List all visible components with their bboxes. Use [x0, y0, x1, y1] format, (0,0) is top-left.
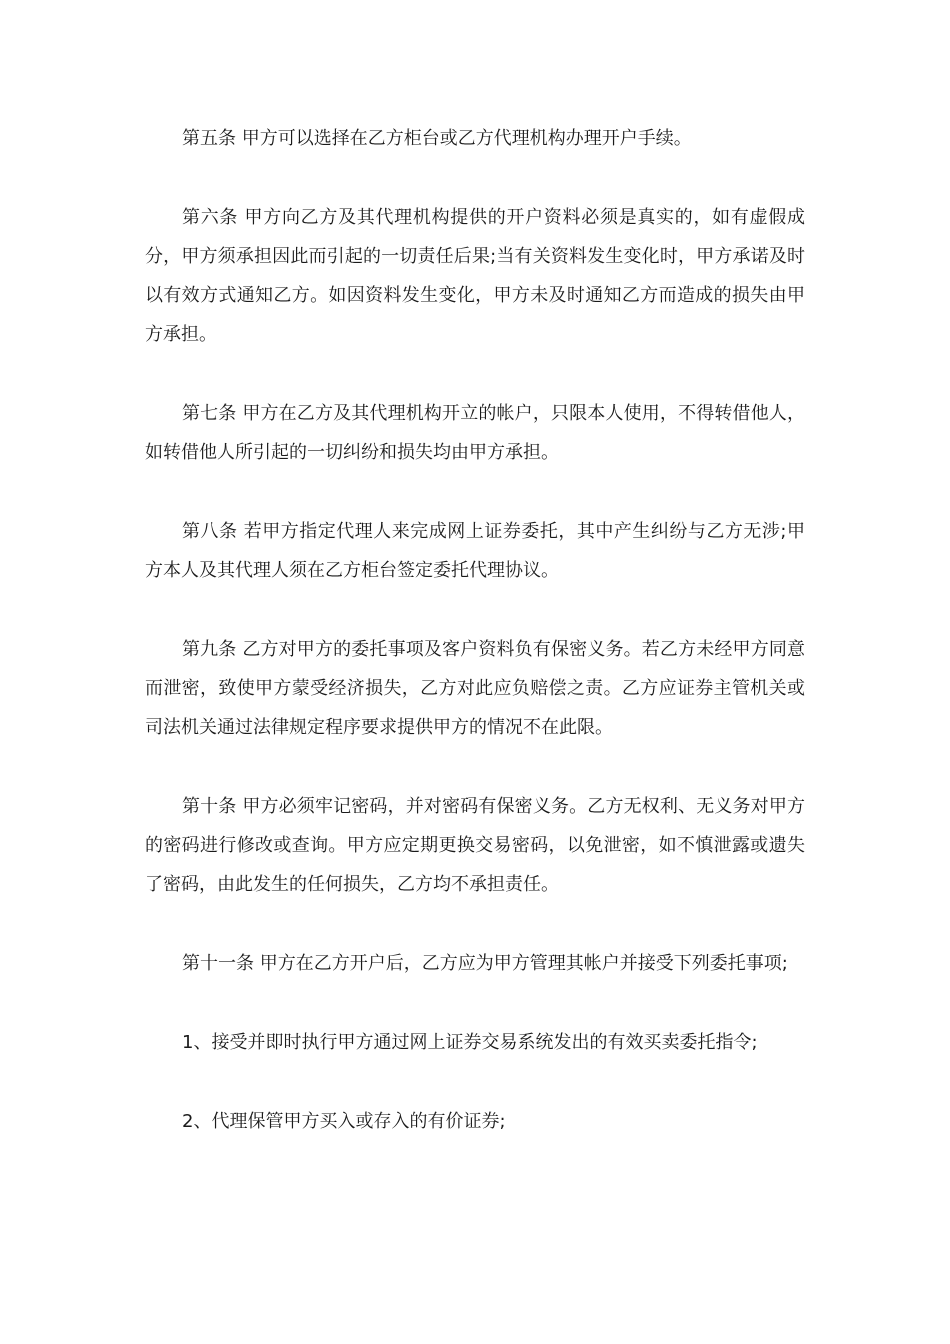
article-8-paragraph: 第八条 若甲方指定代理人来完成网上证券委托，其中产生纠纷与乙方无涉;甲方本人及其代理人须在乙方柜台签定委托代理协议。	[145, 521, 805, 581]
article-7-paragraph: 第七条 甲方在乙方及其代理机构开立的帐户，只限本人使用，不得转借他人，如转借他人所引起的一切纠纷和损失均由甲方承担。	[145, 403, 805, 463]
article-9-paragraph: 第九条 乙方对甲方的委托事项及客户资料负有保密义务。若乙方未经甲方同意而泄密，致使甲方蒙受经济损失，乙方对此应负赔偿之责。乙方应证券主管机关或司法机关通过法律规定程序要求提供甲方的情况不在此限。	[145, 639, 805, 738]
article-11-item-1: 1、接受并即时执行甲方通过网上证券交易系统发出的有效买卖委托指令;	[182, 1032, 758, 1053]
article-10-paragraph: 第十条 甲方必须牢记密码，并对密码有保密义务。乙方无权利、无义务对甲方的密码进行修改或查询。甲方应定期更换交易密码，以免泄密，如不慎泄露或遗失了密码，由此发生的任何损失，乙方均不承担责任。	[145, 796, 805, 895]
document-body	[145, 119, 805, 1141]
article-5-paragraph: 第五条 甲方可以选择在乙方柜台或乙方代理机构办理开户手续。	[182, 128, 692, 149]
article-11-paragraph: 第十一条 甲方在乙方开户后，乙方应为甲方管理其帐户并接受下列委托事项;	[182, 953, 788, 974]
article-6-paragraph: 第六条 甲方向乙方及其代理机构提供的开户资料必须是真实的，如有虚假成分，甲方须承担因此而引起的一切责任后果;当有关资料发生变化时，甲方承诺及时以有效方式通知乙方。如因资料发生变化，甲方未及时通知乙方而造成的损失由甲方承担。	[145, 207, 805, 345]
article-11-item-2: 2、代理保管甲方买入或存入的有价证券;	[182, 1111, 506, 1132]
